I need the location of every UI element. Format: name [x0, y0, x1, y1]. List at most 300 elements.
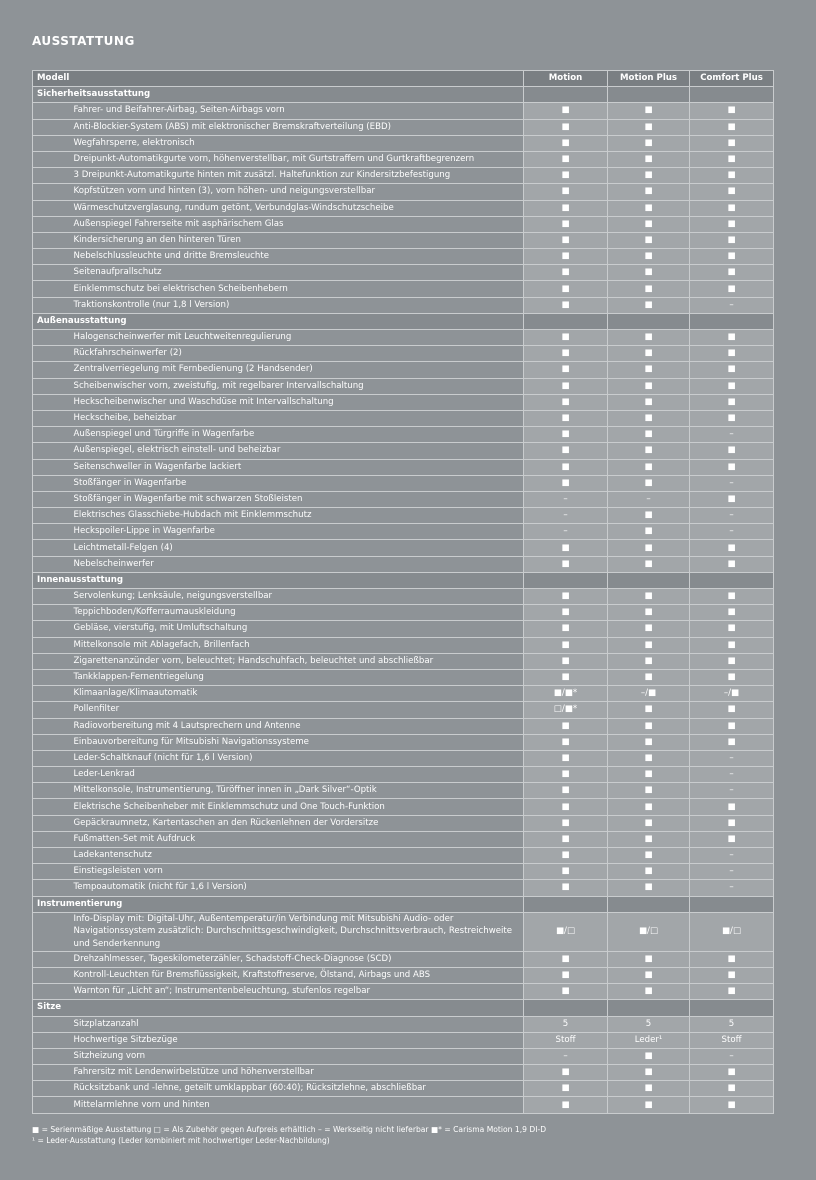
table-row [33, 346, 774, 362]
value-comfort-plus: ■ [690, 362, 774, 378]
row-indent [33, 1032, 70, 1048]
value-comfort-plus: –/■ [690, 686, 774, 702]
value-comfort-plus: ■ [690, 249, 774, 265]
value-motion-plus: ■ [608, 718, 690, 734]
section-cell-empty [608, 87, 690, 103]
row-indent [33, 540, 70, 556]
section-cell-empty [524, 572, 608, 588]
feature-name: 3 Dreipunkt-Automatikgurte hinten mit zusätzl. Haltefunktion zur Kindersitzbefestigung [70, 168, 524, 184]
table-row [33, 718, 774, 734]
value-motion-plus: –/■ [608, 686, 690, 702]
section-cell-empty [690, 87, 774, 103]
row-indent [33, 475, 70, 491]
value-comfort-plus: ■ [690, 200, 774, 216]
value-motion: ■ [524, 984, 608, 1000]
value-motion: ■ [524, 378, 608, 394]
value-motion: ■ [524, 967, 608, 983]
value-motion-plus: ■ [608, 346, 690, 362]
feature-name: Heckscheibe, beheizbar [70, 410, 524, 426]
value-motion: ■ [524, 556, 608, 572]
value-motion: ■ [524, 168, 608, 184]
row-indent [33, 621, 70, 637]
value-motion-plus: ■ [608, 362, 690, 378]
value-motion: – [524, 508, 608, 524]
feature-name: Anti-Blockier-System (ABS) mit elektronischer Bremskraftverteilung (EBD) [70, 119, 524, 135]
value-motion: ■ [524, 346, 608, 362]
feature-name: Heckspoiler-Lippe in Wagenfarbe [70, 524, 524, 540]
value-comfort-plus: ■/□ [690, 912, 774, 951]
table-row [33, 951, 774, 967]
feature-name: Rückfahrscheinwerfer (2) [70, 346, 524, 362]
value-motion-plus: ■ [608, 984, 690, 1000]
section-cell-empty [524, 313, 608, 329]
feature-name: Halogenscheinwerfer mit Leuchtweitenregulierung [70, 330, 524, 346]
value-motion-plus: ■ [608, 750, 690, 766]
value-motion: ■ [524, 330, 608, 346]
value-motion-plus: ■ [608, 151, 690, 167]
table-row [33, 967, 774, 983]
section-cell-empty [690, 313, 774, 329]
section-cell-empty [690, 572, 774, 588]
value-motion: ■ [524, 362, 608, 378]
value-motion: ■ [524, 119, 608, 135]
row-indent [33, 410, 70, 426]
value-motion-plus: ■ [608, 524, 690, 540]
feature-name: Gebläse, vierstufig, mit Umluftschaltung [70, 621, 524, 637]
value-comfort-plus: 5 [690, 1016, 774, 1032]
value-motion-plus: ■ [608, 556, 690, 572]
value-motion-plus: ■ [608, 216, 690, 232]
value-motion-plus: ■ [608, 864, 690, 880]
value-motion: ■ [524, 637, 608, 653]
section-title: Innenausstattung [33, 572, 524, 588]
value-comfort-plus: ■ [690, 702, 774, 718]
row-indent [33, 799, 70, 815]
table-row [33, 1065, 774, 1081]
value-motion-plus: ■ [608, 200, 690, 216]
legend-line-1: ■ = Serienmäßige Ausstattung □ = Als Zubehör gegen Aufpreis erhältlich – = Werkseitig nicht lieferbar ■* = Carisma Motion 1,9 DI-D [32, 1125, 547, 1134]
section-cell-empty [524, 1000, 608, 1016]
value-comfort-plus: ■ [690, 232, 774, 248]
feature-name: Gepäckraumnetz, Kartentaschen an den Rückenlehnen der Vordersitze [70, 815, 524, 831]
value-motion: ■ [524, 831, 608, 847]
feature-name: Seitenschweller in Wagenfarbe lackiert [70, 459, 524, 475]
value-motion-plus: ■ [608, 232, 690, 248]
feature-name: Zentralverriegelung mit Fernbedienung (2 Handsender) [70, 362, 524, 378]
table-row [33, 767, 774, 783]
value-motion-plus: ■ [608, 621, 690, 637]
section-cell-empty [524, 87, 608, 103]
section-title: Instrumentierung [33, 896, 524, 912]
value-motion-plus: ■ [608, 330, 690, 346]
row-indent [33, 669, 70, 685]
value-motion-plus: ■ [608, 1065, 690, 1081]
column-header-motion: Motion [524, 71, 608, 87]
section-title: Außenausstattung [33, 313, 524, 329]
feature-name: Radiovorbereitung mit 4 Lautsprechern und Antenne [70, 718, 524, 734]
value-motion-plus: ■ [608, 831, 690, 847]
column-header-motion-plus: Motion Plus [608, 71, 690, 87]
section-cell-empty [690, 896, 774, 912]
equipment-table [32, 70, 774, 1114]
value-motion-plus: ■ [608, 540, 690, 556]
row-indent [33, 491, 70, 507]
feature-name: Warnton für „Licht an“; Instrumentenbeleuchtung, stufenlos regelbar [70, 984, 524, 1000]
table-row [33, 119, 774, 135]
value-motion: ■ [524, 216, 608, 232]
value-motion: ■ [524, 184, 608, 200]
row-indent [33, 346, 70, 362]
feature-name: Dreipunkt-Automatikgurte vorn, höhenverstellbar, mit Gurtstraffern und Gurtkraftbegrenzern [70, 151, 524, 167]
feature-name: Stoßfänger in Wagenfarbe [70, 475, 524, 491]
value-motion: □/■* [524, 702, 608, 718]
row-indent [33, 184, 70, 200]
value-motion-plus: ■ [608, 394, 690, 410]
value-comfort-plus: ■ [690, 346, 774, 362]
row-indent [33, 1081, 70, 1097]
row-indent [33, 653, 70, 669]
value-comfort-plus: ■ [690, 443, 774, 459]
value-comfort-plus: ■ [690, 951, 774, 967]
feature-name: Traktionskontrolle (nur 1,8 l Version) [70, 297, 524, 313]
table-row [33, 475, 774, 491]
value-comfort-plus: ■ [690, 589, 774, 605]
value-comfort-plus: – [690, 750, 774, 766]
section-cell-empty [608, 572, 690, 588]
value-motion-plus: ■ [608, 427, 690, 443]
value-comfort-plus: – [690, 864, 774, 880]
row-indent [33, 216, 70, 232]
value-comfort-plus: ■ [690, 653, 774, 669]
feature-name: Nebelschlussleuchte und dritte Bremsleuchte [70, 249, 524, 265]
row-indent [33, 427, 70, 443]
table-row [33, 1032, 774, 1048]
row-indent [33, 232, 70, 248]
row-indent [33, 831, 70, 847]
table-row [33, 637, 774, 653]
table-row [33, 556, 774, 572]
value-motion-plus: ■ [608, 815, 690, 831]
value-motion-plus: ■/□ [608, 912, 690, 951]
table-row [33, 815, 774, 831]
value-comfort-plus: ■ [690, 265, 774, 281]
value-comfort-plus: ■ [690, 378, 774, 394]
table-row [33, 799, 774, 815]
table-row [33, 443, 774, 459]
value-comfort-plus: – [690, 475, 774, 491]
value-motion: ■ [524, 475, 608, 491]
section-title: Sicherheitsausstattung [33, 87, 524, 103]
section-cell-empty [608, 896, 690, 912]
feature-name: Einbauvorbereitung für Mitsubishi Navigationssysteme [70, 734, 524, 750]
row-indent [33, 394, 70, 410]
table-row [33, 103, 774, 119]
value-motion-plus: ■ [608, 702, 690, 718]
section-row [33, 313, 774, 329]
row-indent [33, 459, 70, 475]
row-indent [33, 378, 70, 394]
table-row [33, 410, 774, 426]
feature-name: Kindersicherung an den hinteren Türen [70, 232, 524, 248]
section-cell-empty [524, 896, 608, 912]
row-indent [33, 1048, 70, 1064]
row-indent [33, 848, 70, 864]
value-motion: ■ [524, 200, 608, 216]
value-comfort-plus: ■ [690, 556, 774, 572]
value-comfort-plus: ■ [690, 1081, 774, 1097]
column-header-model: Modell [33, 71, 524, 87]
value-comfort-plus: ■ [690, 491, 774, 507]
value-comfort-plus: ■ [690, 637, 774, 653]
table-row [33, 135, 774, 151]
value-motion: ■ [524, 621, 608, 637]
row-indent [33, 119, 70, 135]
row-indent [33, 249, 70, 265]
value-motion-plus: ■ [608, 653, 690, 669]
value-comfort-plus: ■ [690, 967, 774, 983]
value-comfort-plus: – [690, 427, 774, 443]
table-row [33, 200, 774, 216]
value-comfort-plus: ■ [690, 103, 774, 119]
row-indent [33, 443, 70, 459]
value-motion-plus: Leder¹ [608, 1032, 690, 1048]
feature-name: Nebelscheinwerfer [70, 556, 524, 572]
value-comfort-plus: – [690, 783, 774, 799]
feature-name: Sitzheizung vorn [70, 1048, 524, 1064]
table-row [33, 653, 774, 669]
feature-name: Wärmeschutzverglasung, rundum getönt, Verbundglas-Windschutzscheibe [70, 200, 524, 216]
row-indent [33, 1065, 70, 1081]
value-comfort-plus: ■ [690, 216, 774, 232]
feature-name: Fahrer- und Beifahrer-Airbag, Seiten-Airbags vorn [70, 103, 524, 119]
value-comfort-plus: ■ [690, 718, 774, 734]
value-motion-plus: ■ [608, 848, 690, 864]
row-indent [33, 168, 70, 184]
value-motion: ■ [524, 718, 608, 734]
feature-name: Tempoautomatik (nicht für 1,6 l Version) [70, 880, 524, 896]
value-motion-plus: ■ [608, 669, 690, 685]
value-motion-plus: ■ [608, 1081, 690, 1097]
value-motion-plus: ■ [608, 783, 690, 799]
value-motion-plus: ■ [608, 119, 690, 135]
value-motion-plus: ■ [608, 880, 690, 896]
value-motion: ■ [524, 232, 608, 248]
value-motion: ■ [524, 951, 608, 967]
value-comfort-plus: ■ [690, 330, 774, 346]
table-row [33, 589, 774, 605]
row-indent [33, 265, 70, 281]
table-row [33, 864, 774, 880]
value-motion: ■ [524, 249, 608, 265]
feature-name: Leder-Schaltknauf (nicht für 1,6 l Version) [70, 750, 524, 766]
value-motion: ■ [524, 459, 608, 475]
value-motion: ■ [524, 653, 608, 669]
value-comfort-plus: ■ [690, 605, 774, 621]
feature-name: Fußmatten-Set mit Aufdruck [70, 831, 524, 847]
value-motion-plus: ■ [608, 378, 690, 394]
value-comfort-plus: – [690, 524, 774, 540]
value-motion: ■ [524, 265, 608, 281]
row-indent [33, 815, 70, 831]
table-row [33, 621, 774, 637]
value-motion-plus: ■ [608, 508, 690, 524]
value-motion: ■ [524, 605, 608, 621]
table-row [33, 1016, 774, 1032]
value-comfort-plus: ■ [690, 669, 774, 685]
value-motion: Stoff [524, 1032, 608, 1048]
value-motion-plus: ■ [608, 967, 690, 983]
value-motion-plus: ■ [608, 459, 690, 475]
value-motion: – [524, 491, 608, 507]
value-comfort-plus: ■ [690, 119, 774, 135]
value-comfort-plus: ■ [690, 394, 774, 410]
value-motion-plus: ■ [608, 637, 690, 653]
feature-name: Mittelkonsole, Instrumentierung, Türöffner innen in „Dark Silver“-Optik [70, 783, 524, 799]
table-row [33, 783, 774, 799]
table-row [33, 912, 774, 951]
table-row [33, 540, 774, 556]
table-row [33, 984, 774, 1000]
feature-name: Einstiegsleisten vorn [70, 864, 524, 880]
value-motion-plus: ■ [608, 265, 690, 281]
row-indent [33, 702, 70, 718]
value-motion-plus: ■ [608, 249, 690, 265]
value-motion: ■ [524, 1065, 608, 1081]
row-indent [33, 589, 70, 605]
section-row [33, 1000, 774, 1016]
table-row [33, 249, 774, 265]
value-motion-plus: ■ [608, 281, 690, 297]
value-motion: ■ [524, 848, 608, 864]
row-indent [33, 524, 70, 540]
value-comfort-plus: ■ [690, 168, 774, 184]
value-motion: ■ [524, 297, 608, 313]
value-motion: ■ [524, 1081, 608, 1097]
table-row [33, 508, 774, 524]
feature-name: Kontroll-Leuchten für Bremsflüssigkeit, Kraftstoffreserve, Ölstand, Airbags und ABS [70, 967, 524, 983]
section-row [33, 896, 774, 912]
feature-name: Seitenaufprallschutz [70, 265, 524, 281]
value-motion-plus: ■ [608, 443, 690, 459]
feature-name: Info-Display mit: Digital-Uhr, Außentemperatur/in Verbindung mit Mitsubishi Audio- oder Navigationssystem zusätzlich: Durchschnittsgeschwindigkeit, Durchschnittsverbrauch, Restreichweite und Senderkennung [70, 912, 524, 951]
section-cell-empty [690, 1000, 774, 1016]
value-comfort-plus: – [690, 297, 774, 313]
value-motion-plus: ■ [608, 168, 690, 184]
feature-name: Mittelarmlehne vorn und hinten [70, 1097, 524, 1113]
feature-name: Ladekantenschutz [70, 848, 524, 864]
value-comfort-plus: ■ [690, 831, 774, 847]
value-motion: ■ [524, 427, 608, 443]
feature-name: Teppichboden/Kofferraumauskleidung [70, 605, 524, 621]
row-indent [33, 103, 70, 119]
row-indent [33, 718, 70, 734]
value-motion: 5 [524, 1016, 608, 1032]
value-motion: ■ [524, 103, 608, 119]
value-comfort-plus: ■ [690, 540, 774, 556]
feature-name: Stoßfänger in Wagenfarbe mit schwarzen Stoßleisten [70, 491, 524, 507]
value-motion: ■ [524, 783, 608, 799]
row-indent [33, 362, 70, 378]
table-row [33, 265, 774, 281]
feature-name: Klimaanlage/Klimaautomatik [70, 686, 524, 702]
row-indent [33, 951, 70, 967]
feature-name: Außenspiegel, elektrisch einstell- und beheizbar [70, 443, 524, 459]
row-indent [33, 281, 70, 297]
value-motion-plus: ■ [608, 951, 690, 967]
value-motion-plus: ■ [608, 410, 690, 426]
section-title: Sitze [33, 1000, 524, 1016]
feature-name: Pollenfilter [70, 702, 524, 718]
value-comfort-plus: Stoff [690, 1032, 774, 1048]
feature-name: Wegfahrsperre, elektronisch [70, 135, 524, 151]
table-row [33, 1048, 774, 1064]
feature-name: Servolenkung; Lenksäule, neigungsverstellbar [70, 589, 524, 605]
value-motion: ■ [524, 799, 608, 815]
value-motion-plus: ■ [608, 103, 690, 119]
table-row [33, 686, 774, 702]
row-indent [33, 767, 70, 783]
table-row [33, 151, 774, 167]
table-row [33, 297, 774, 313]
value-comfort-plus: ■ [690, 799, 774, 815]
value-motion-plus: ■ [608, 734, 690, 750]
row-indent [33, 556, 70, 572]
value-motion-plus: ■ [608, 475, 690, 491]
table-row [33, 184, 774, 200]
value-motion: – [524, 1048, 608, 1064]
value-comfort-plus: ■ [690, 135, 774, 151]
table-row [33, 394, 774, 410]
table-row [33, 1097, 774, 1113]
feature-name: Mittelkonsole mit Ablagefach, Brillenfach [70, 637, 524, 653]
table-header-row [33, 71, 774, 87]
feature-name: Rücksitzbank und -lehne, geteilt umklappbar (60:40); Rücksitzlehne, abschließbar [70, 1081, 524, 1097]
value-motion-plus: ■ [608, 767, 690, 783]
value-motion: ■ [524, 394, 608, 410]
value-motion-plus: ■ [608, 135, 690, 151]
value-motion: ■ [524, 410, 608, 426]
feature-name: Zigarettenanzünder vorn, beleuchtet; Handschuhfach, beleuchtet und abschließbar [70, 653, 524, 669]
feature-name: Außenspiegel Fahrerseite mit asphärischem Glas [70, 216, 524, 232]
value-comfort-plus: ■ [690, 281, 774, 297]
table-row [33, 281, 774, 297]
feature-name: Außenspiegel und Türgriffe in Wagenfarbe [70, 427, 524, 443]
feature-name: Elektrisches Glasschiebe-Hubdach mit Einklemmschutz [70, 508, 524, 524]
table-row [33, 831, 774, 847]
table-row [33, 702, 774, 718]
feature-name: Hochwertige Sitzbezüge [70, 1032, 524, 1048]
feature-name: Elektrische Scheibenheber mit Einklemmschutz und One Touch-Funktion [70, 799, 524, 815]
value-motion-plus: ■ [608, 1048, 690, 1064]
value-motion-plus: – [608, 491, 690, 507]
page-title: AUSSTATTUNG [32, 34, 135, 48]
section-cell-empty [608, 1000, 690, 1016]
value-motion: ■ [524, 281, 608, 297]
value-motion: ■/□ [524, 912, 608, 951]
row-indent [33, 750, 70, 766]
value-motion: ■ [524, 589, 608, 605]
value-motion: ■ [524, 151, 608, 167]
row-indent [33, 151, 70, 167]
row-indent [33, 967, 70, 983]
row-indent [33, 864, 70, 880]
value-comfort-plus: ■ [690, 621, 774, 637]
value-motion-plus: ■ [608, 605, 690, 621]
value-comfort-plus: ■ [690, 1097, 774, 1113]
value-motion: ■ [524, 540, 608, 556]
table-row [33, 750, 774, 766]
value-motion: ■ [524, 443, 608, 459]
